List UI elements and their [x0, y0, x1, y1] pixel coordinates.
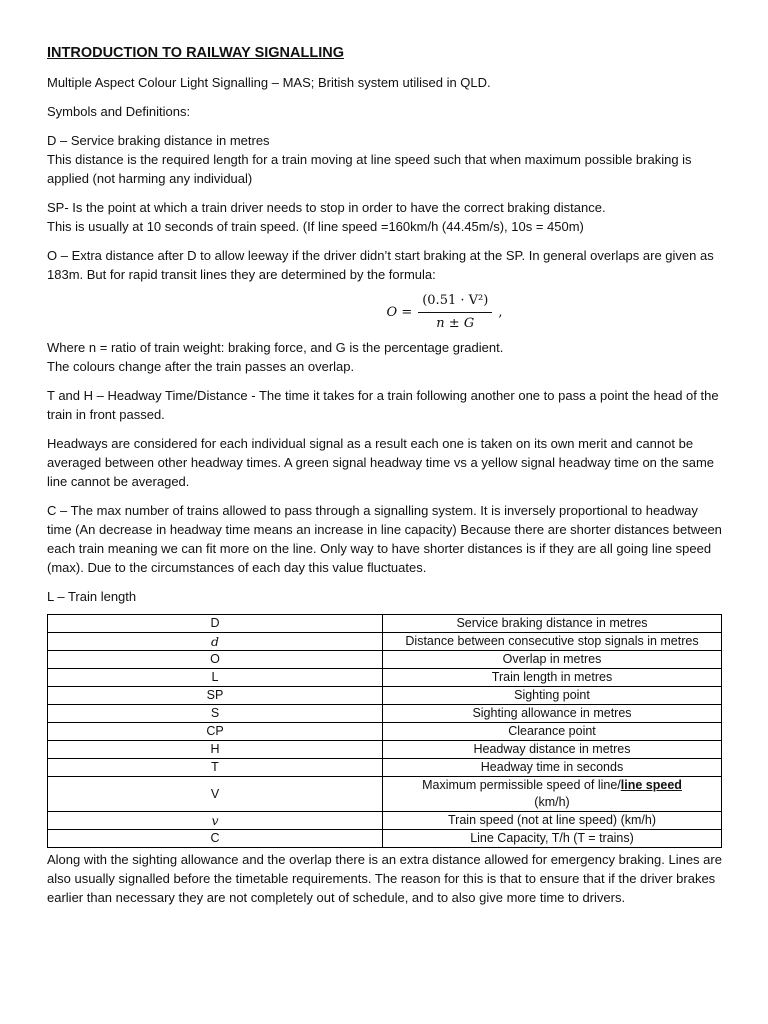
table-row: [48, 741, 722, 759]
symbols-table: [47, 614, 722, 848]
colours-text: The colours change after the train passes an overlap.: [47, 359, 355, 374]
table-cell-symbol: V: [48, 777, 383, 812]
table-cell-definition: Train length in metres: [383, 669, 722, 687]
table-cell-symbol: v: [48, 812, 383, 830]
table-cell-symbol: O: [48, 651, 383, 669]
formula-lhs: O =: [386, 305, 413, 320]
table-row: [48, 777, 722, 812]
table-row: [48, 669, 722, 687]
table-cell-definition: Headway distance in metres: [383, 741, 722, 759]
table-cell-symbol: H: [48, 741, 383, 759]
headways-text: Headways are considered for each individual signal as a result each one is taken on its own merit and cannot be averaged between other headway times. A green signal headway time vs a yellow signal headway time on the same line cannot be averaged.: [47, 436, 714, 489]
table-row: [48, 651, 722, 669]
formula-fraction: [418, 292, 492, 333]
intro-text: Multiple Aspect Colour Light Signalling – MAS; British system utilised in QLD.: [47, 75, 491, 90]
definition-l: L – Train length: [47, 589, 137, 604]
definition-c: C – The max number of trains allowed to pass through a signalling system. It is inversely proportional to headway time (An decrease in headway time means an increase in line capacity) Because there are shorter distances between each train meaning we can fit more on the line. Only way to have shorter distances is if they are all going line speed (max). Due to the circumstances of each day this value fluctuates.: [47, 503, 722, 575]
definition-th: T and H – Headway Time/Distance - The time it takes for a train following another one to pass a point the head of the train in front passed.: [47, 388, 719, 422]
table-cell-symbol: CP: [48, 723, 383, 741]
table-cell-definition: [383, 777, 722, 812]
overlap-formula: [47, 292, 722, 334]
formula-numerator: (0.51 · V²): [418, 292, 492, 313]
table-cell-symbol: d: [48, 633, 383, 651]
table-cell-symbol: D: [48, 615, 383, 633]
definition-d-body: This distance is the required length for a train moving at line speed such that when maximum possible braking is applied (not harming any individual): [47, 152, 692, 186]
formula-trail: ,: [498, 305, 503, 320]
definition-sp-body: This is usually at 10 seconds of train speed. (If line speed =160km/h (44.45m/s), 10s = 450m): [47, 219, 584, 234]
table-row: [48, 615, 722, 633]
table-row: [48, 812, 722, 830]
definition-sp-title: SP- Is the point at which a train driver needs to stop in order to have the correct braking distance.: [47, 200, 606, 215]
table-cell-definition: Sighting point: [383, 687, 722, 705]
definition-o: O – Extra distance after D to allow leeway if the driver didn’t start braking at the SP. In general overlaps are given as 183m. But for rapid transit lines they are determined by the formula:: [47, 248, 714, 282]
table-cell-definition: Sighting allowance in metres: [383, 705, 722, 723]
table-cell-symbol: S: [48, 705, 383, 723]
table-cell-definition: Train speed (not at line speed) (km/h): [383, 812, 722, 830]
definition-d-title: D – Service braking distance in metres: [47, 133, 270, 148]
table-row: [48, 759, 722, 777]
table-cell-definition: Overlap in metres: [383, 651, 722, 669]
definition-v-post: (km/h): [534, 795, 570, 809]
document-page: [47, 44, 722, 917]
table-row: [48, 633, 722, 651]
formula-denominator: n ± G: [436, 316, 475, 331]
table-cell-definition: Distance between consecutive stop signals in metres: [383, 633, 722, 651]
table-row: [48, 830, 722, 848]
closing-paragraph: Along with the sighting allowance and the overlap there is an extra distance allowed for emergency braking. Lines are also usually signalled before the timetable requirements. The reason for this is that to ensure that if the driver brakes earlier than necessary they are not completely out of schedule, and to also give more time to drivers.: [47, 852, 722, 905]
table-cell-symbol: L: [48, 669, 383, 687]
table-cell-symbol: C: [48, 830, 383, 848]
table-cell-definition: Clearance point: [383, 723, 722, 741]
table-row: [48, 723, 722, 741]
definition-d: [47, 131, 722, 188]
table-cell-definition: Service braking distance in metres: [383, 615, 722, 633]
table-row: [48, 705, 722, 723]
table-cell-symbol: SP: [48, 687, 383, 705]
page-title: INTRODUCTION TO RAILWAY SIGNALLING: [47, 45, 344, 61]
table-row: [48, 687, 722, 705]
definition-v-pre: Maximum permissible speed of line/: [422, 778, 621, 792]
table-cell-definition: Headway time in seconds: [383, 759, 722, 777]
formula-explanation: [47, 338, 722, 376]
table-cell-definition: Line Capacity, T/h (T = trains): [383, 830, 722, 848]
definition-v-underlined: line speed: [620, 778, 682, 792]
where-text: Where n = ratio of train weight: braking force, and G is the percentage gradient.: [47, 340, 504, 355]
table-cell-symbol: T: [48, 759, 383, 777]
symbols-heading: Symbols and Definitions:: [47, 104, 191, 119]
definition-sp: [47, 198, 722, 236]
